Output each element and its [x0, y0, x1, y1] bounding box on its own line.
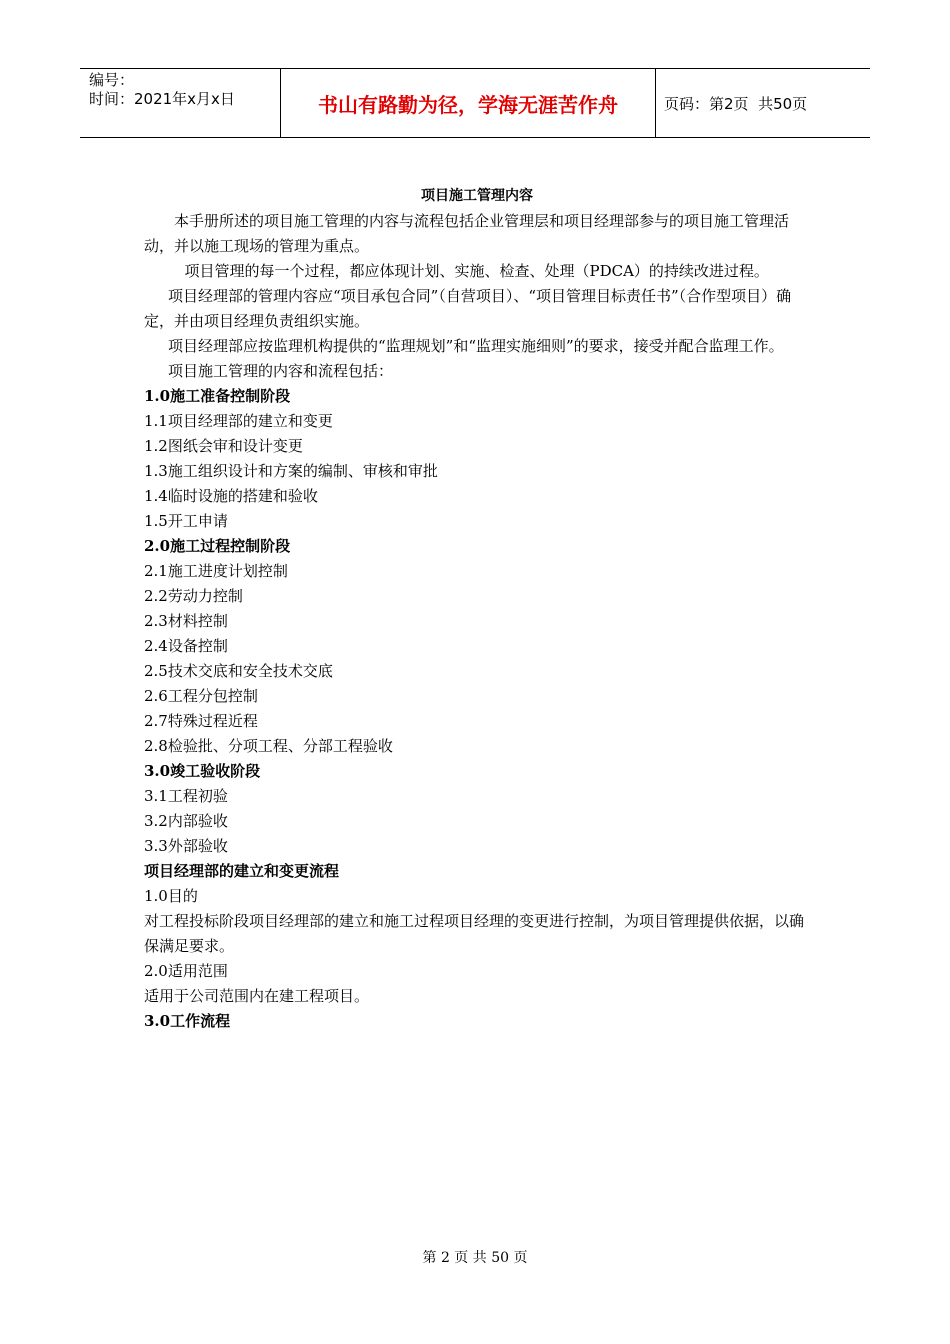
- purpose-text: 对工程投标阶段项目经理部的建立和施工过程项目经理的变更进行控制，为项目管理提供依据，以确保满足要求。: [144, 912, 805, 955]
- list-item: 2.2劳动力控制: [144, 587, 243, 605]
- document-body: [144, 184, 810, 1034]
- list-item: 1.5开工申请: [144, 512, 228, 530]
- header-page-cell: [655, 69, 870, 137]
- purpose-heading: 1.0目的: [144, 887, 198, 905]
- list-item: 1.1项目经理部的建立和变更: [144, 412, 333, 430]
- scope-heading: 2.0适用范围: [144, 962, 228, 980]
- section-2-heading: 2.0施工过程控制阶段: [144, 537, 291, 555]
- number-label: 编号：: [89, 71, 135, 89]
- paragraph-1: 本手册所述的项目施工管理的内容与流程包括企业管理层和项目经理部参与的项目施工管理活动，并以施工现场的管理为重点。: [144, 212, 790, 255]
- header-motto-cell: [280, 69, 656, 137]
- subtitle-heading: 项目经理部的建立和变更流程: [144, 862, 340, 880]
- list-item: 2.3材料控制: [144, 612, 228, 630]
- paragraph-5: 项目施工管理的内容和流程包括：: [168, 362, 394, 380]
- list-item: 3.1工程初验: [144, 787, 228, 805]
- doc-title: 项目施工管理内容: [421, 188, 533, 204]
- list-item: 2.4设备控制: [144, 637, 228, 655]
- list-item: 3.2内部验收: [144, 812, 228, 830]
- list-item: 3.3外部验收: [144, 837, 228, 855]
- header-meta: [80, 69, 280, 137]
- date-label: 时间：2021年x月x日: [89, 90, 235, 108]
- section-1-heading: 1.0施工准备控制阶段: [144, 387, 291, 405]
- page-info: 页码：第2页 共50页: [664, 94, 808, 113]
- page-header: [80, 68, 870, 138]
- list-item: 2.8检验批、分项工程、分部工程验收: [144, 737, 393, 755]
- section-3-heading: 3.0竣工验收阶段: [144, 762, 261, 780]
- list-item: 1.3施工组织设计和方案的编制、审核和审批: [144, 462, 438, 480]
- list-item: 1.4临时设施的搭建和验收: [144, 487, 318, 505]
- paragraph-4: 项目经理部应按监理机构提供的“监理规划”和“监理实施细则”的要求，接受并配合监理工作。: [168, 337, 784, 355]
- scope-text: 适用于公司范围内在建工程项目。: [144, 987, 370, 1005]
- paragraph-2: 项目管理的每一个过程，都应体现计划、实施、检查、处理（PDCA）的持续改进过程。: [184, 262, 769, 280]
- list-item: 2.6工程分包控制: [144, 687, 258, 705]
- paragraph-3: 项目经理部的管理内容应“项目承包合同”（自营项目）、“项目管理目标责任书”（合作型项目）确定，并由项目经理负责组织实施。: [144, 287, 792, 330]
- list-item: 1.2图纸会审和设计变更: [144, 437, 303, 455]
- workflow-heading: 3.0工作流程: [144, 1012, 231, 1030]
- motto: 书山有路勤为径，学海无涯苦作舟: [318, 92, 618, 117]
- page-footer: 第 2 页 共 50 页: [422, 1250, 528, 1266]
- list-item: 2.5技术交底和安全技术交底: [144, 662, 333, 680]
- list-item: 2.7特殊过程近程: [144, 712, 258, 730]
- list-item: 2.1施工进度计划控制: [144, 562, 288, 580]
